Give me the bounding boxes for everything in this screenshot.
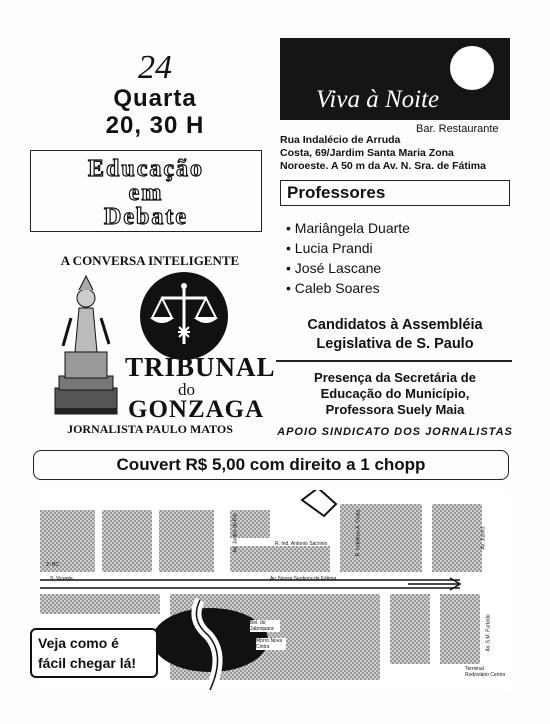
cover-charge-box: Couvert R$ 5,00 com direito a 1 chopp: [33, 450, 509, 480]
professor-name: Caleb Soares: [294, 280, 380, 296]
map-callout: [30, 628, 158, 678]
map-callout-line2: fácil chegar lá!: [38, 655, 137, 671]
venue-address-line1: Rua Indalécio de Arruda: [280, 134, 401, 146]
debate-title-line3: Debate: [104, 204, 188, 230]
statue-illustration: [45, 268, 125, 418]
scales-logo: [138, 270, 230, 362]
candidates-line1: Candidatos à Assembléia: [307, 317, 483, 333]
event-day: 24: [138, 49, 172, 86]
map-label-sm: Av. S.M. Furtado: [485, 614, 492, 652]
event-date-block: [70, 50, 240, 140]
map-label-vicente: S. Vicente: [50, 576, 73, 582]
map-label-street-top2: R. Indalécio A. Costa: [355, 509, 362, 557]
secretary-line3: Professora Suely Maia: [325, 402, 465, 417]
logo-gonzaga: GONZAGA: [128, 396, 265, 423]
professor-item: • José Lascane: [286, 260, 382, 276]
professors-list: [286, 218, 410, 298]
logo-do: do: [178, 380, 195, 399]
moon-icon: [450, 46, 494, 90]
map-label-morro: Morro Nova Cintra: [256, 638, 286, 650]
debate-title-box: [30, 150, 262, 232]
map-label-terminal: Terminal Rodoviário Centro: [465, 666, 506, 678]
map-label-2bc: 2º BC: [46, 562, 59, 568]
map-label-avenue: Av. Nossa Senhora de Fátima: [270, 576, 337, 582]
event-time: 20, 30 H: [105, 112, 205, 139]
professor-item: • Caleb Soares: [286, 280, 380, 296]
venue-name: Viva à Noite: [316, 86, 440, 113]
venue-address-line2: Costa, 69/Jardim Santa Maria Zona: [280, 147, 454, 159]
secretary-block: [270, 370, 520, 418]
professor-name: Mariângela Duarte: [294, 220, 410, 236]
support-line: APOIO SINDICATO DOS JORNALISTAS: [277, 426, 513, 438]
map-callout-line1: Veja como é: [38, 635, 119, 651]
venue-banner: [280, 38, 510, 120]
map-label-jardim: Av. Jardim do Rio: [232, 513, 239, 553]
professor-name: Lucia Prandi: [294, 240, 373, 256]
map-label-street-top1: R. Ind. Antonio Sacrinio: [275, 541, 328, 547]
secretary-line2: Educação do Município,: [320, 386, 470, 401]
logo-tribunal: TRIBUNAL: [125, 352, 276, 382]
event-weekday: Quarta: [113, 85, 197, 112]
venue-type: Bar. Restaurante: [416, 123, 499, 135]
candidates-line2: Legislativa de S. Paulo: [316, 336, 474, 352]
professor-item: • Mariângela Duarte: [286, 220, 410, 236]
venue-address: [280, 134, 520, 173]
program-tagline: A CONVERSA INTELIGENTE: [60, 253, 240, 268]
map-label-bel: Bel. do Jaboquara: [250, 620, 280, 632]
debate-title-line1: Educação: [87, 156, 204, 182]
venue-address-line3: Noroeste. A 50 m da Av. N. Sra. de Fátima: [280, 160, 486, 172]
map-label-juarez: Av. Juarez: [480, 526, 487, 550]
program-host: JORNALISTA PAULO MATOS: [67, 422, 233, 436]
professor-item: • Lucia Prandi: [286, 240, 373, 256]
debate-title-line2: em: [128, 180, 164, 206]
professor-name: José Lascane: [294, 260, 382, 276]
secretary-line1: Presença da Secretária de: [314, 370, 476, 385]
candidates-block: [270, 316, 520, 354]
divider-line: [276, 360, 512, 362]
professors-heading: Professores: [280, 180, 510, 206]
